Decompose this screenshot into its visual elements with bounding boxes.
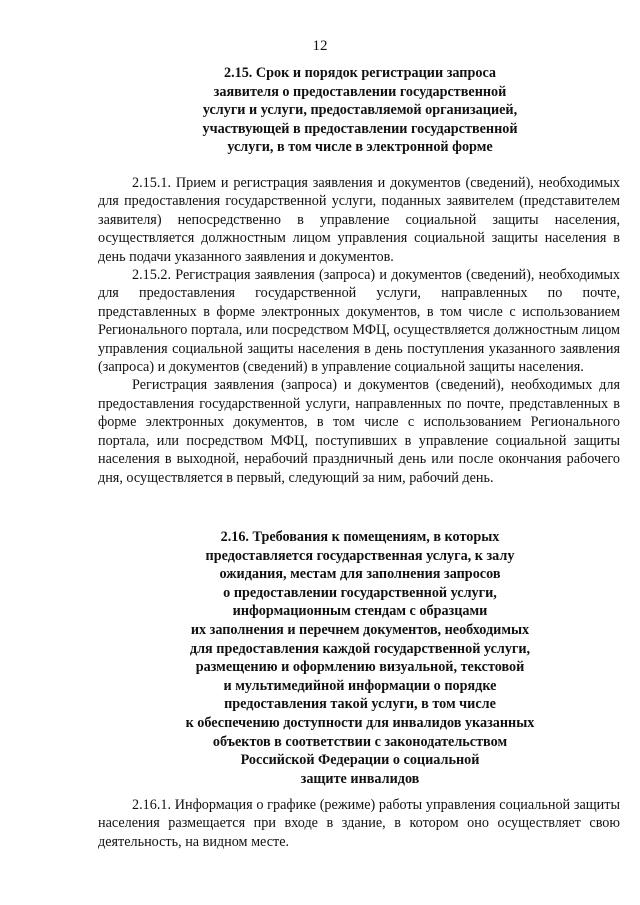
section-2-15-heading (100, 64, 620, 157)
paragraph-2-15-2-cont: Регистрация заявления (запроса) и документов (сведений), необходимых для предоставления государственной услуги, направленных по почте, представленных в форме электронных документов, в том числе с использованием Регионального портала, или посредством МФЦ, поступивших в управление социальной защиты населения в выходной, нерабочий праздничный день или после окончания рабочего дня, осуществляется в первый, следующий за ним, рабочий день. (98, 377, 620, 486)
paragraph-2-15-2: 2.15.2. Регистрация заявления (запроса) и документов (сведений), необходимых для предоставления государственной услуги, направленных по почте, представленных в форме электронных документов, в том числе с использованием Регионального портала, или посредством МФЦ, осуществляется должностным лицом управления социальной защиты населения в день поступления указанного заявления (запроса) и документов (сведений) в управление социальной защиты населения. (98, 267, 620, 376)
heading-line: и мультимедийной информации о порядке (223, 677, 497, 694)
heading-line: ожидания, местам для заполнения запросов (219, 566, 501, 583)
heading-line: размещению и оформлению визуальной, текстовой (195, 659, 525, 676)
heading-line: 2.15. Срок и порядок регистрации запроса (223, 65, 497, 81)
heading-line: Российской Федерации о социальной (240, 752, 480, 769)
heading-line: их заполнения и перечнем документов, необходимых (190, 621, 530, 638)
heading-line: о предоставлении государственной услуги, (223, 584, 497, 601)
heading-line: услуги, в том числе в электронной форме (227, 139, 493, 156)
page-number: 12 (312, 38, 328, 54)
heading-line: заявителя о предоставлении государственной (213, 83, 507, 100)
section-2-16-heading (100, 528, 620, 788)
paragraph-2-15-1: 2.15.1. Прием и регистрация заявления и документов (сведений), необходимых для предоставления государственной услуги, поданных заявителем (представителем заявителя) непосредственно в управление социальной защиты населения, осуществляется должностным лицом управления социальной защиты населения в день подачи указанного заявления и документов. (98, 175, 620, 265)
heading-line: предоставляется государственная услуга, к залу (205, 547, 515, 564)
section-2-15-body (98, 174, 620, 487)
heading-line: предоставления такой услуги, в том числе (224, 696, 496, 713)
section-2-16-body (98, 796, 620, 851)
heading-line: 2.16. Требования к помещениям, в которых (220, 529, 500, 545)
paragraph-2-16-1: 2.16.1. Информация о графике (режиме) работы управления социальной защиты населения размещается при входе в здание, в котором оно осуществляет свою деятельность, на видном месте. (98, 797, 620, 850)
heading-line: защите инвалидов (300, 770, 420, 787)
heading-line: к обеспечению доступности для инвалидов указанных (185, 714, 535, 731)
heading-line: участвующей в предоставлении государственной (202, 120, 518, 137)
heading-line: для предоставления каждой государственной услуги, (189, 640, 531, 657)
heading-line: информационным стендам с образцами (232, 603, 488, 620)
heading-line: объектов в соответствии с законодательством (212, 733, 508, 750)
heading-line: услуги и услуги, предоставляемой организацией, (202, 102, 518, 119)
